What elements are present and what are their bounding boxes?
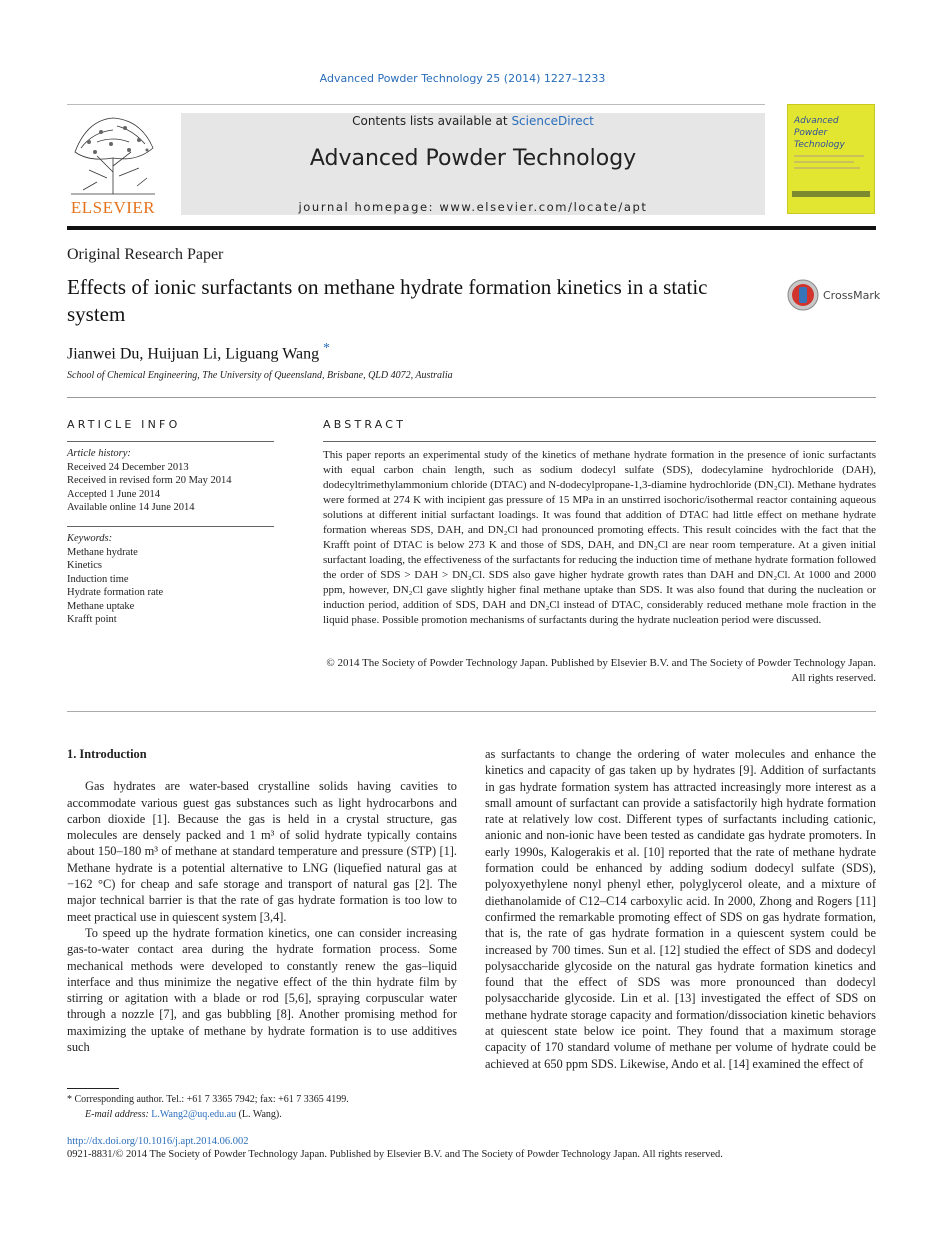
body-paragraph: as surfactants to change the ordering of water molecules and enhance the kinetics and capacity of gas taken up by hydrates [9]. Addition of surfactants in gas hydrate formation system has attracted increasingly more interest as a small amount of surfactant can provide a satisfactorily high hydrate formation rate at relatively low cost. Different types of surfactants including cationic, anionic and non-ionic have been tested as candidate gas hydrate promoters. In early 1990s, Kalogerakis et al. [10] reported that the rate of methane hydrate formation could be enhanced by adding sodium dodecyl sulfate (SDS), polyoxyethylene nonyl phenyl ether, polyglycerol oleate, and a mixture of diethanolamide of C12–C14 carboxylic acid. In 2000, Zhong and Rogers [11] confirmed the remarkable promoting effect of SDS on gas hydrate formation, that is, the rate of gas hydrate formation in a quiescent system could be increased by 700 times. Sun et al. [12] studied the effect of SDS and dodecyl polysaccharide glycoside on the natural gas hydrate formation kinetics and found that the effect of SDS was more pronounced than dodecyl polysaccharide glycoside. Lin et al. [13] investigated the effect of SDS on methane hydrate storage capacity and formation/dissociation kinetic behaviors at quiescent state below ice point. They found that a maximum storage capacity of 170 standard volume of methane per volume of hydrate could be achieved at 650 ppm SDS. Likewise, Ando et al. [14] examined the effect of bbox=[485, 747, 876, 1071]
email-link[interactable]: L.Wang2@uq.edu.au bbox=[151, 1108, 237, 1120]
crossmark-label[interactable]: CrossMark bbox=[823, 289, 881, 302]
journal-cover-image[interactable] bbox=[787, 104, 875, 214]
journal-homepage[interactable]: journal homepage: www.elsevier.com/locate/apt bbox=[298, 200, 648, 214]
body-column-right bbox=[485, 746, 876, 1072]
footnote bbox=[67, 1093, 457, 1122]
crossmark-icon bbox=[787, 279, 819, 311]
history-online: Available online 14 June 2014 bbox=[67, 502, 195, 513]
article-title: Effects of ionic surfactants on methane hydrate formation kinetics in a static system bbox=[67, 275, 708, 326]
keyword-item: Krafft point bbox=[67, 614, 117, 625]
cover-title: Advanced Powder Technology bbox=[794, 116, 845, 150]
header-rule bbox=[67, 104, 765, 105]
history-received: Received 24 December 2013 bbox=[67, 461, 189, 473]
issn-copyright: 0921-8831/© 2014 The Society of Powder Technology Japan. Published by Elsevier B.V. and The Society of Powder Technology Japan. All rights reserved. bbox=[67, 1149, 723, 1160]
journal-reference[interactable]: Advanced Powder Technology 25 (2014) 1227–1233 bbox=[319, 72, 606, 85]
email-suffix: (L. Wang). bbox=[238, 1108, 282, 1120]
article-info-heading: ARTICLE INFO bbox=[67, 418, 181, 431]
introduction-heading: 1. Introduction bbox=[67, 747, 147, 761]
abstract-rule bbox=[323, 441, 876, 442]
keyword-item: Methane uptake bbox=[67, 600, 135, 612]
keyword-item: Hydrate formation rate bbox=[67, 587, 164, 598]
article-history bbox=[67, 447, 277, 515]
sciencedirect-link[interactable]: ScienceDirect bbox=[511, 114, 594, 128]
elsevier-wordmark: ELSEVIER bbox=[70, 198, 156, 217]
corresponding-author-note: * Corresponding author. Tel.: +61 7 3365 7942; fax: +61 7 3365 4199. bbox=[67, 1094, 349, 1105]
body-paragraph: Gas hydrates are water-based crystalline solids having cavities to accommodate various guest gas substances such as light hydrocarbons and carbon dioxide [1]. Because the gas is held in a crystal structure, gas molecules are densely packed and 1 m³ of solid hydrate typically contains about 150–180 m³ of methane at standard temperature and pressure (STP) [1]. Methane hydrate is a potential alternative to LNG (liquefied natural gas at −162 °C) for cheap and safe storage and transport of natural gas [2]. The major technical barrier is that the rate of gas hydrate formation is too low to meet practical use in quiescent system [3,4]. bbox=[67, 779, 457, 924]
cover-text-line bbox=[794, 161, 854, 163]
section-rule bbox=[67, 397, 876, 398]
keywords-block bbox=[67, 532, 277, 627]
header-thick-rule bbox=[67, 226, 876, 230]
author-names: Jianwei Du, Huijuan Li, Liguang Wang bbox=[67, 345, 320, 363]
journal-title: Advanced Powder Technology bbox=[309, 146, 637, 171]
affiliation: School of Chemical Engineering, The University of Queensland, Brisbane, QLD 4072, Australia bbox=[67, 370, 453, 381]
cover-text-line bbox=[794, 155, 864, 157]
keywords-rule bbox=[67, 526, 274, 527]
keyword-item: Kinetics bbox=[67, 560, 102, 571]
history-label: Article history: bbox=[67, 448, 131, 459]
abstract-heading: ABSTRACT bbox=[323, 418, 407, 431]
email-line bbox=[67, 1108, 457, 1123]
article-type: Original Research Paper bbox=[67, 246, 224, 263]
contents-line bbox=[181, 114, 765, 128]
body-column-left bbox=[67, 746, 457, 1055]
abstract-copyright: © 2014 The Society of Powder Technology Japan. Published by Elsevier B.V. and The Society of Powder Technology Japan. All rights reserved. bbox=[326, 657, 876, 684]
history-revised: Received in revised form 20 May 2014 bbox=[67, 475, 232, 486]
doi-link[interactable]: http://dx.doi.org/10.1016/j.apt.2014.06.002 bbox=[67, 1136, 249, 1147]
body-rule bbox=[67, 711, 876, 712]
history-accepted: Accepted 1 June 2014 bbox=[67, 488, 161, 500]
keyword-item: Induction time bbox=[67, 573, 129, 585]
author-list bbox=[67, 340, 330, 363]
keywords-label: Keywords: bbox=[67, 533, 113, 544]
cover-band bbox=[792, 191, 870, 197]
abstract-text: This paper reports an experimental study of the kinetics of methane hydrate formation in the presence of ionic surfactants with equal carbon chain length, such as sodium dodecyl sulfate (SDS), dodecylamine hydrochloride (DAH), dodecyltrimethylammonium chloride (DTAC) and N-dodecylpropane-1,3-diamine hydrochloride (DN₂Cl). Methane hydrates were formed at 274 K with incipient gas pressure of 15 MPa in an unstirred isochoric/isothermal reactor containing aqueous solutions at different initial surfactant loadings. It was found that addition of DTAC had little effect on methane hydrate formation whereas SDS, DAH, and DN₂Cl had pronounced promoting effects. This result coincides with the fact that the Krafft point of DTAC is below 273 K and those of SDS, DAH, and DN₂Cl are near room temperature. At a given initial surfactant loading, the effectiveness of the surfactants for reducing the induction time of methane hydrate formation followed the order of SDS > DAH > DN₂Cl. SDS also gave higher hydrate growth rates than DAH and DN₂Cl. At 1000 and 2000 ppm, however, DN₂Cl gave slightly higher final methane uptake than SDS. It was also found that during the nucleation or induction period, addition of SDS, DAH and DN₂Cl instead of DTAC, considerably reduced methane mole fraction in the liquid phase. Possible promotion mechanisms of surfactants during the hydrate nucleation period were discussed. bbox=[323, 449, 876, 626]
article-info-rule bbox=[67, 441, 274, 442]
email-label: E-mail address: bbox=[85, 1108, 149, 1120]
cover-text-line bbox=[794, 167, 860, 169]
contents-prefix: Contents lists available at bbox=[352, 114, 512, 128]
body-paragraph: To speed up the hydrate formation kinetics, one can consider increasing gas-to-water contact area during the hydrate formation process. Some mechanical methods were developed to constantly renew the gas–liquid interface and thus minimize the negative effect of the thin hydrate film by stirring or agitation with a blade or rod [5,6], spraying corpuscular water through a nozzle [7], and gas bubbling [8]. Another promising method for maximizing the uptake of methane by hydrate formation is to use additives such bbox=[67, 925, 457, 1055]
corresponding-author-mark[interactable]: * bbox=[323, 340, 330, 355]
footnote-rule bbox=[67, 1088, 119, 1089]
keyword-item: Methane hydrate bbox=[67, 546, 138, 558]
